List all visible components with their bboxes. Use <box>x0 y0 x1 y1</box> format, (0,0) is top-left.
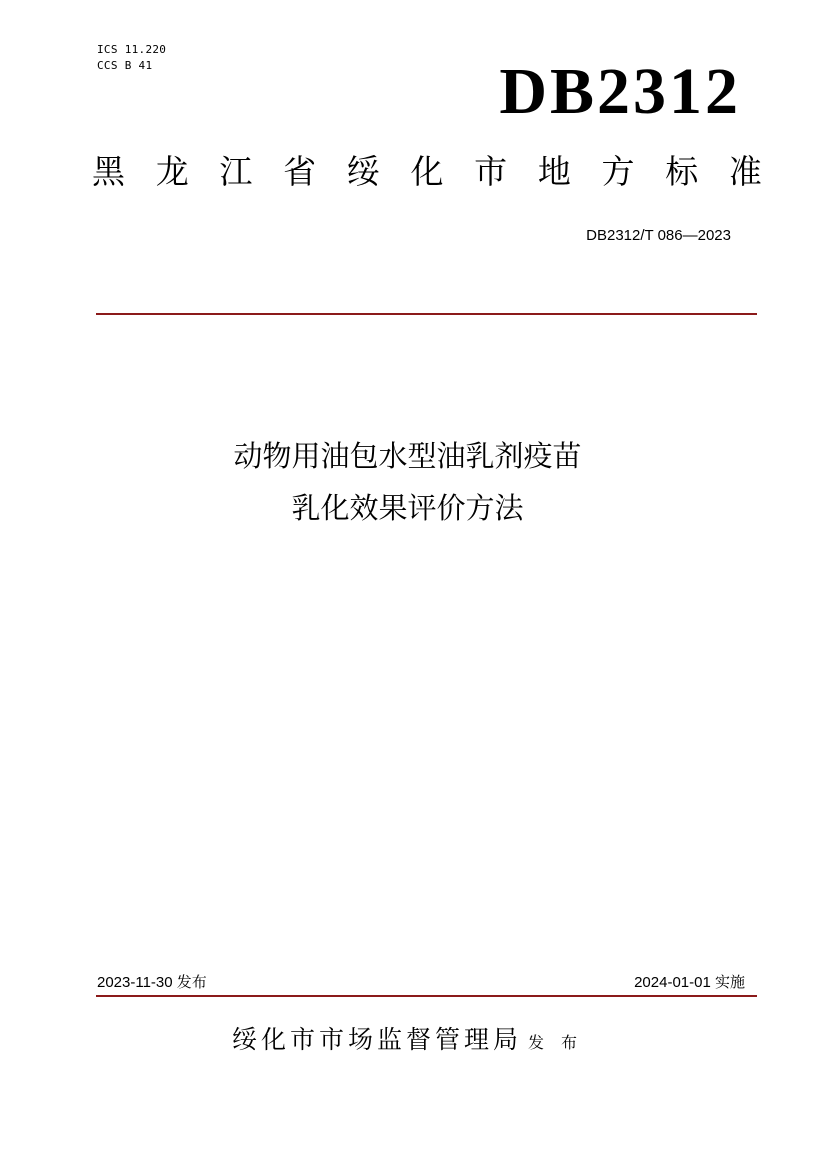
issuer-line <box>0 1022 815 1061</box>
top-divider <box>96 313 757 315</box>
implement-date: 2024-01-01 实施 <box>634 974 745 991</box>
standard-type-char: 标 <box>665 152 699 191</box>
standard-number: DB2312/T 086—2023 <box>586 227 731 244</box>
standard-type-char: 江 <box>219 152 253 191</box>
ccs-code: CCS B 41 <box>97 59 153 72</box>
standard-type-char: 方 <box>601 152 635 191</box>
issue-action: 发 布 <box>527 1033 584 1052</box>
standard-type-char: 市 <box>474 152 508 191</box>
ics-code: ICS 11.220 <box>97 43 167 56</box>
standard-type-char: 化 <box>410 152 444 191</box>
standard-type-char: 地 <box>537 152 571 191</box>
classification-codes <box>97 42 166 74</box>
bottom-divider <box>96 995 757 997</box>
standard-type-char: 龙 <box>155 152 189 191</box>
issuing-organization: 绥化市市场监督管理局 <box>231 1025 522 1054</box>
standard-type-char: 省 <box>283 152 317 191</box>
title-line-1: 动物用油包水型油乳剂疫苗 <box>233 439 582 473</box>
title-line-2: 乳化效果评价方法 <box>291 491 524 525</box>
publish-date: 2023-11-30 发布 <box>97 974 207 991</box>
standard-type-title <box>92 150 762 194</box>
db-code: DB2312 <box>499 55 741 128</box>
standard-type-char: 绥 <box>346 152 380 191</box>
document-title <box>0 430 815 534</box>
standard-type-char: 黑 <box>92 152 125 191</box>
standard-type-char: 准 <box>728 152 762 191</box>
